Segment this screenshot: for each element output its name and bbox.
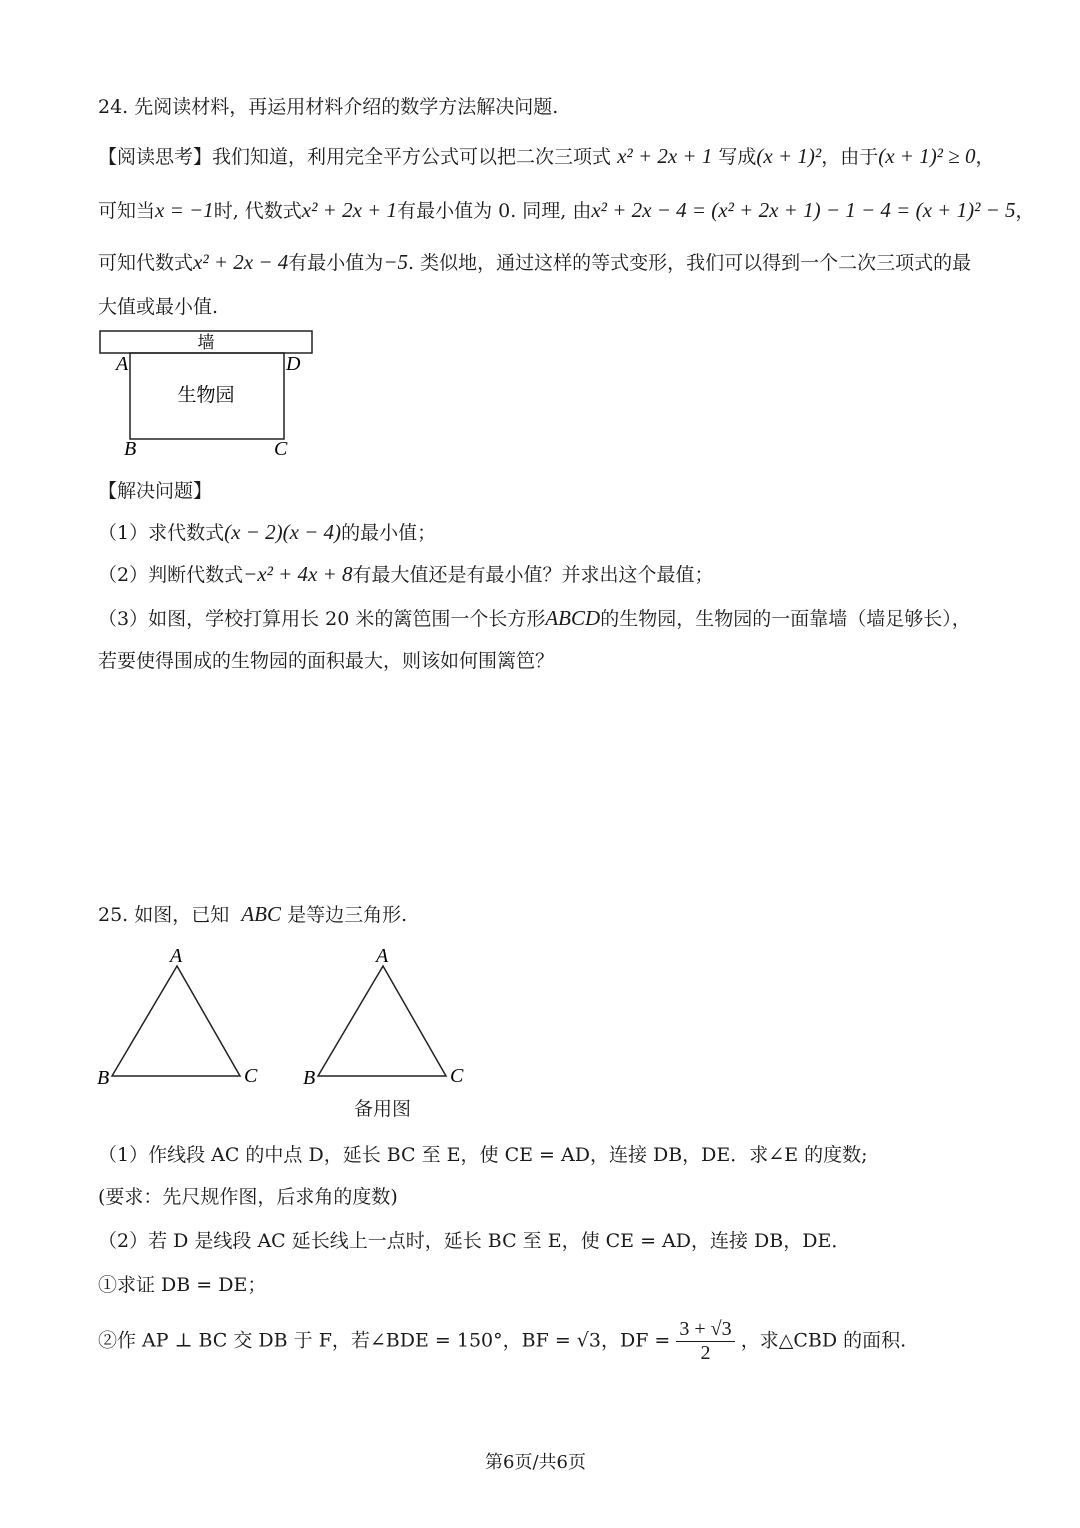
q25-part-1-note: (要求：先尺规作图，后求角的度数) [98, 1186, 398, 1208]
fraction-denominator: 2 [700, 1342, 711, 1364]
fraction [676, 1318, 734, 1365]
q24-reading-line-1: 【阅读思考】我们知道，利用完全平方公式可以把二次三项式 x² + 2x + 1 写成(x + 1)²，由于(x + 1)² ≥ 0， [98, 144, 995, 168]
expr: (x + 1)² [756, 144, 822, 168]
expr: (x + 1)² ≥ 0 [878, 144, 976, 168]
garden-label: 生物园 [177, 384, 235, 406]
q24-part-1: （1）求代数式(x − 2)(x − 4)的最小值； [98, 520, 437, 544]
expr: ABCD [545, 606, 601, 630]
q24-part-3-cont: 若要使得围成的生物园的面积最大，则该如何围篱笆？ [98, 650, 555, 672]
fraction-numerator: 3 + √3 [676, 1318, 734, 1342]
label-A: A [170, 945, 183, 967]
triangle-abc-spare [318, 966, 446, 1076]
spare-figure-caption: 备用图 [354, 1098, 412, 1120]
expr: x² + 2x − 4 = (x² + 2x + 1) − 1 − 4 = (x + 1)² − 5 [591, 198, 1016, 222]
expr: −x² + 4x + 8 [243, 562, 353, 586]
q24-part-2: （2）判断代数式−x² + 4x + 8有最大值还是有最小值？并求出这个最值； [98, 562, 714, 586]
expr: x² + 2x − 4 [193, 250, 289, 274]
q24-part-3: （3）如图，学校打算用长 20 米的篱笆围一个长方形ABCD的生物园，生物园的一面靠墙（墙足够长）， [98, 606, 971, 630]
triangle-figure-2 [298, 942, 478, 1090]
label-C: C [450, 1065, 464, 1087]
garden-figure [96, 326, 320, 460]
label-B: B [303, 1067, 316, 1089]
expr: (x − 2)(x − 4) [224, 520, 342, 544]
q24-reading-line-3: 可知代数式x² + 2x − 4有最小值为−5. 类似地，通过这样的等式变形，我们可以得到一个二次三项式的最 [98, 250, 972, 274]
q25-intro: 25. 如图，已知 ABC 是等边三角形. [98, 902, 408, 926]
q24-intro: 24. 先阅读材料，再运用材料介绍的数学方法解决问题. [98, 96, 559, 118]
label-B: B [97, 1067, 110, 1089]
expr: ABC [241, 902, 282, 926]
label-C: C [244, 1065, 258, 1087]
q24-reading-line-2: 可知当x = −1时, 代数式x² + 2x + 1有最小值为 0. 同理, 由x² + 2x − 4 = (x² + 2x + 1) − 1 − 4 = (x + 1)² − 5， [98, 198, 1035, 222]
q25-part-2-ii: ②作 AP ⊥ BC 交 DB 于 F，若∠BDE = 150°，BF = √3，DF = $\frac{3 + √3}{2}$ ，求△CBD 的面积. [98, 1318, 907, 1364]
label-D: D [286, 353, 301, 375]
q24-solve-tag: 【解决问题】 [98, 480, 213, 502]
label-B: B [124, 438, 137, 460]
page-footer: 第6页/共6页 [485, 1452, 586, 1473]
expr: x² + 2x + 1 [617, 144, 713, 168]
triangle-abc [112, 966, 240, 1076]
expr: x = −1 [155, 198, 214, 222]
label-C: C [274, 438, 288, 460]
q25-part-2-i: ①求证 DB = DE； [98, 1274, 267, 1296]
label-A: A [116, 353, 129, 375]
triangle-figure-1 [92, 942, 272, 1090]
q24-reading-line-4: 大值或最小值. [98, 296, 219, 318]
q25-part-1: （1）作线段 AC 的中点 D，延长 BC 至 E，使 CE = AD，连接 DB，DE．求∠E 的度数; [98, 1144, 868, 1166]
wall-label: 墙 [197, 333, 215, 353]
q25-part-2: （2）若 D 是线段 AC 延长线上一点时，延长 BC 至 E，使 CE = AD，连接 DB，DE． [98, 1230, 851, 1252]
label-A: A [376, 945, 389, 967]
reading-tag: 【阅读思考】 [98, 146, 213, 168]
expr: x² + 2x + 1 [301, 198, 398, 222]
expr: −5 [383, 250, 408, 274]
